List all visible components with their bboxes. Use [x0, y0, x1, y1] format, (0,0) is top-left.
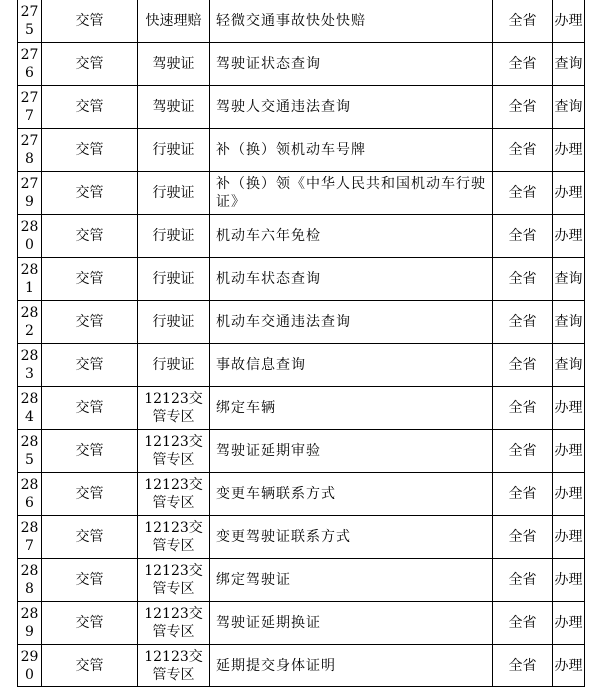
table-row [18, 215, 585, 258]
category-cell: 12123交管专区 [138, 559, 210, 602]
row-number: 28 1 [18, 258, 42, 301]
service-item-cell: 驾驶证延期审验 [210, 430, 493, 473]
scope-cell: 全省 [493, 516, 553, 559]
scope-cell: 全省 [493, 258, 553, 301]
row-number: 28 3 [18, 344, 42, 387]
scope-cell: 全省 [493, 301, 553, 344]
row-number: 27 5 [18, 0, 42, 43]
service-type-cell: 办理 [553, 602, 585, 645]
service-type-cell: 办理 [553, 516, 585, 559]
row-number: 27 6 [18, 43, 42, 86]
department-cell: 交管 [42, 301, 138, 344]
category-cell: 驾驶证 [138, 86, 210, 129]
service-item-cell: 变更驾驶证联系方式 [210, 516, 493, 559]
table-row [18, 301, 585, 344]
table-row [18, 172, 585, 215]
row-number: 28 4 [18, 387, 42, 430]
row-number: 27 8 [18, 129, 42, 172]
scope-cell: 全省 [493, 86, 553, 129]
department-cell: 交管 [42, 387, 138, 430]
table-row [18, 129, 585, 172]
table-row [18, 86, 585, 129]
department-cell: 交管 [42, 129, 138, 172]
service-type-cell: 办理 [553, 172, 585, 215]
category-cell: 行驶证 [138, 129, 210, 172]
service-item-cell: 驾驶证状态查询 [210, 43, 493, 86]
row-number: 29 0 [18, 645, 42, 687]
service-item-cell: 机动车交通违法查询 [210, 301, 493, 344]
service-type-cell: 办理 [553, 430, 585, 473]
table-row [18, 645, 585, 687]
scope-cell: 全省 [493, 215, 553, 258]
service-type-cell: 办理 [553, 0, 585, 43]
row-number: 28 9 [18, 602, 42, 645]
category-cell: 行驶证 [138, 344, 210, 387]
category-cell: 行驶证 [138, 258, 210, 301]
category-cell: 驾驶证 [138, 43, 210, 86]
scope-cell: 全省 [493, 344, 553, 387]
service-item-cell: 轻微交通事故快处快赔 [210, 0, 493, 43]
service-item-cell: 延期提交身体证明 [210, 645, 493, 687]
service-type-cell: 查询 [553, 86, 585, 129]
category-cell: 12123交管专区 [138, 602, 210, 645]
category-cell: 12123交管专区 [138, 430, 210, 473]
service-type-cell: 办理 [553, 473, 585, 516]
scope-cell: 全省 [493, 172, 553, 215]
service-type-cell: 办理 [553, 129, 585, 172]
category-cell: 行驶证 [138, 172, 210, 215]
department-cell: 交管 [42, 0, 138, 43]
service-type-cell: 查询 [553, 301, 585, 344]
service-type-cell: 办理 [553, 387, 585, 430]
department-cell: 交管 [42, 602, 138, 645]
row-number: 28 2 [18, 301, 42, 344]
service-type-cell: 查询 [553, 344, 585, 387]
table-row [18, 559, 585, 602]
service-table [17, 0, 585, 687]
row-number: 28 6 [18, 473, 42, 516]
department-cell: 交管 [42, 258, 138, 301]
category-cell: 12123交管专区 [138, 473, 210, 516]
service-item-cell: 绑定车辆 [210, 387, 493, 430]
scope-cell: 全省 [493, 602, 553, 645]
department-cell: 交管 [42, 473, 138, 516]
service-type-cell: 办理 [553, 215, 585, 258]
service-item-cell: 变更车辆联系方式 [210, 473, 493, 516]
table-row [18, 516, 585, 559]
department-cell: 交管 [42, 344, 138, 387]
service-item-cell: 补（换）领机动车号牌 [210, 129, 493, 172]
table-row [18, 387, 585, 430]
scope-cell: 全省 [493, 645, 553, 687]
department-cell: 交管 [42, 43, 138, 86]
service-type-cell: 查询 [553, 43, 585, 86]
table-row [18, 43, 585, 86]
service-type-cell: 查询 [553, 258, 585, 301]
row-number: 27 9 [18, 172, 42, 215]
scope-cell: 全省 [493, 473, 553, 516]
scope-cell: 全省 [493, 559, 553, 602]
row-number: 28 7 [18, 516, 42, 559]
row-number: 28 5 [18, 430, 42, 473]
scope-cell: 全省 [493, 387, 553, 430]
row-number: 27 7 [18, 86, 42, 129]
department-cell: 交管 [42, 215, 138, 258]
table-row [18, 602, 585, 645]
department-cell: 交管 [42, 559, 138, 602]
table-row [18, 430, 585, 473]
department-cell: 交管 [42, 516, 138, 559]
department-cell: 交管 [42, 645, 138, 687]
department-cell: 交管 [42, 86, 138, 129]
service-item-cell: 补（换）领《中华人民共和国机动车行驶证》 [210, 172, 493, 215]
department-cell: 交管 [42, 430, 138, 473]
scope-cell: 全省 [493, 0, 553, 43]
category-cell: 行驶证 [138, 215, 210, 258]
service-item-cell: 驾驶人交通违法查询 [210, 86, 493, 129]
table-row [18, 0, 585, 43]
scope-cell: 全省 [493, 129, 553, 172]
row-number: 28 0 [18, 215, 42, 258]
service-type-cell: 办理 [553, 559, 585, 602]
table-row [18, 344, 585, 387]
service-item-cell: 绑定驾驶证 [210, 559, 493, 602]
service-item-cell: 驾驶证延期换证 [210, 602, 493, 645]
category-cell: 行驶证 [138, 301, 210, 344]
row-number: 28 8 [18, 559, 42, 602]
scope-cell: 全省 [493, 43, 553, 86]
category-cell: 12123交管专区 [138, 516, 210, 559]
service-type-cell: 办理 [553, 645, 585, 687]
table-row [18, 473, 585, 516]
service-item-cell: 机动车六年免检 [210, 215, 493, 258]
service-item-cell: 事故信息查询 [210, 344, 493, 387]
scope-cell: 全省 [493, 430, 553, 473]
service-item-cell: 机动车状态查询 [210, 258, 493, 301]
category-cell: 快速理赔 [138, 0, 210, 43]
table-row [18, 258, 585, 301]
category-cell: 12123交管专区 [138, 645, 210, 687]
category-cell: 12123交管专区 [138, 387, 210, 430]
department-cell: 交管 [42, 172, 138, 215]
